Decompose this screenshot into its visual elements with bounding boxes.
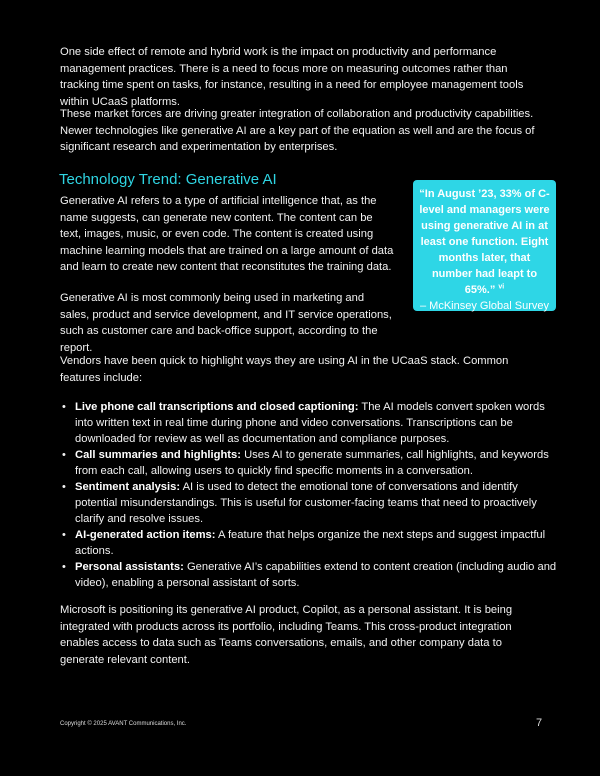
quote-source: – McKinsey Global Survey — [420, 300, 549, 312]
paragraph-market-forces: These market forces are driving greater integration of collaboration and productivity capabilities. Newer technologies like generative AI are a key part of the equation as well and are the focus of significant research and experimentation by enterprises. — [60, 108, 535, 153]
feature-text: The AI models convert spoken words into written text in real time during phone and video conversations. Transcriptions can be downloaded for review as well as documentation and compliance purposes. — [75, 401, 545, 445]
quote-body: “In August ’23, 33% of C-level and managers were using generative AI in at least one function. Eight months later, that number had leapt to 65%.” — [419, 188, 550, 296]
list-item — [62, 559, 557, 591]
feature-list — [60, 399, 557, 591]
feature-text: AI is used to detect the emotional tone of conversations and identify potential misunderstandings. This is useful for customer-facing teams that need to proactively clarify and resolve issues. — [75, 481, 537, 525]
paragraph-generative-ai-definition: Generative AI refers to a type of artificial intelligence that, as the name suggests, can generate new content. The content can be text, images, music, or even code. The content is created using machine learning models that are trained on a large amount of data and learn to create new content that reconstitutes the training data. — [60, 195, 394, 273]
page-number: 7 — [536, 717, 543, 729]
list-item — [62, 447, 557, 479]
feature-title: AI-generated action items: — [75, 529, 216, 541]
section-heading: Technology Trend: Generative AI — [59, 171, 277, 188]
paragraph-remote-work: One side effect of remote and hybrid work is the impact on productivity and performance management practices. There is a need to focus more on measuring outcomes rather than tracking time spent on tasks, for instance, resulting in a need for employee management tools within UCaaS platforms. — [60, 46, 524, 108]
bullet-icon: • — [62, 401, 66, 413]
feature-text: Generative AI’s capabilities extend to content creation (including audio and video), enabling a personal assistant of sorts. — [75, 561, 557, 589]
list-item — [62, 479, 557, 527]
bullet-icon: • — [62, 481, 66, 493]
bullet-icon: • — [62, 561, 66, 573]
list-item — [62, 527, 557, 559]
paragraph-generative-ai-usage: Generative AI is most commonly being used in marketing and sales, product and service development, and IT service operations, such as customer care and back-office support, according to the report. — [60, 292, 392, 354]
feature-title: Live phone call transcriptions and closed captioning: — [75, 401, 359, 413]
paragraph-microsoft-copilot: Microsoft is positioning its generative AI product, Copilot, as a personal assistant. It is being integrated with products across its portfolio, including Teams. This cross-product integration enables access to data such as Teams conversations, emails, and other company data to generate relevant content. — [60, 604, 513, 666]
pull-quote-box — [413, 180, 556, 311]
feature-text: A feature that helps organize the next steps and suggest impactful actions. — [75, 529, 546, 557]
bullet-icon: • — [62, 529, 66, 541]
quote-reference: vi — [498, 283, 505, 291]
list-item — [62, 399, 557, 447]
paragraph-vendors: Vendors have been quick to highlight ways they are using AI in the UCaaS stack. Common features include: — [60, 355, 509, 384]
feature-title: Personal assistants: — [75, 561, 184, 573]
feature-title: Call summaries and highlights: — [75, 449, 241, 461]
pull-quote-text — [419, 186, 550, 298]
bullet-icon: • — [62, 449, 66, 461]
footer-copyright: Copyright © 2025 AVANT Communications, Inc. — [60, 721, 187, 727]
feature-text: Uses AI to generate summaries, call highlights, and keywords from each call, allowing users to quickly find specific moments in a conversation. — [75, 449, 549, 477]
feature-title: Sentiment analysis: — [75, 481, 181, 493]
